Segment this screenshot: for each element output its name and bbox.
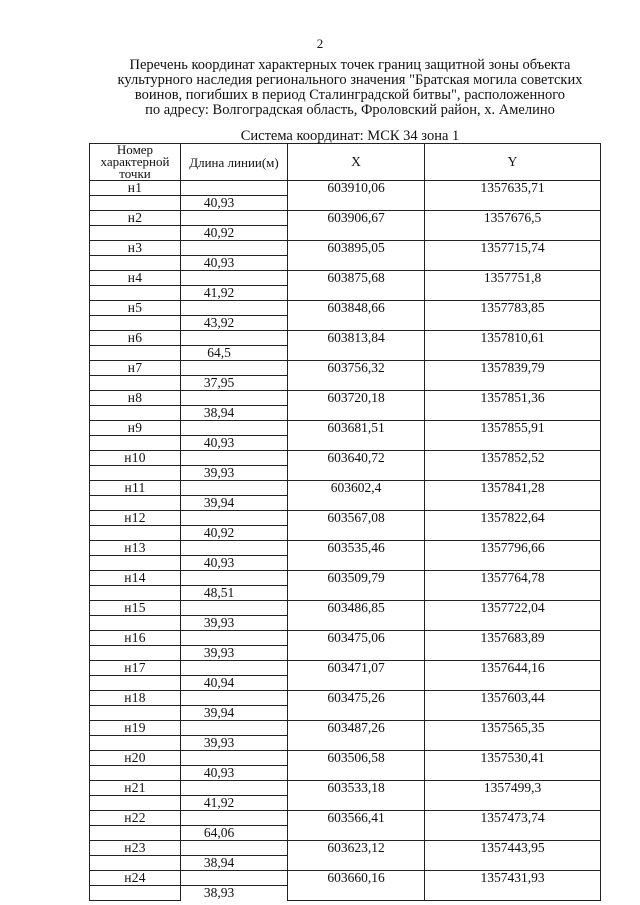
page-number: 2 <box>316 36 324 51</box>
line-length-cell: 39,93 <box>181 616 288 631</box>
y-coordinate-cell: 1357443,95 <box>425 841 601 871</box>
point-spacer-cell <box>90 796 181 811</box>
y-coordinate-cell: 1357683,89 <box>425 631 601 661</box>
line-length-cell: 40,92 <box>181 226 288 241</box>
y-coordinate-cell: 1357473,74 <box>425 811 601 841</box>
point-number-cell: н3 <box>90 241 181 256</box>
x-coordinate-cell: 603640,72 <box>288 451 425 481</box>
x-coordinate-cell: 603895,05 <box>288 241 425 271</box>
length-spacer-cell <box>181 631 288 646</box>
point-number-cell: н1 <box>90 181 181 196</box>
point-number-cell: н21 <box>90 781 181 796</box>
y-coordinate-cell: 1357855,91 <box>425 421 601 451</box>
x-coordinate-cell: 603906,67 <box>288 211 425 241</box>
table-row-point <box>90 601 601 616</box>
y-coordinate-cell: 1357810,61 <box>425 331 601 361</box>
title-line: воинов, погибших в период Сталинградской битвы", расположенного <box>134 87 566 103</box>
line-length-cell: 38,94 <box>181 406 288 421</box>
point-spacer-cell <box>90 376 181 391</box>
y-coordinate-cell: 1357783,85 <box>425 301 601 331</box>
y-coordinate-cell: 1357499,3 <box>425 781 601 811</box>
length-spacer-cell <box>181 781 288 796</box>
x-coordinate-cell: 603848,66 <box>288 301 425 331</box>
line-length-cell: 39,93 <box>181 736 288 751</box>
point-number-cell: н11 <box>90 481 181 496</box>
table-header-row <box>90 144 601 181</box>
point-number-cell: н19 <box>90 721 181 736</box>
table-row-point <box>90 781 601 796</box>
x-coordinate-cell: 603487,26 <box>288 721 425 751</box>
header-line-length: Длина линии(м) <box>181 144 288 181</box>
y-coordinate-cell: 1357676,5 <box>425 211 601 241</box>
line-length-cell: 39,93 <box>181 646 288 661</box>
line-length-cell: 48,51 <box>181 586 288 601</box>
point-number-cell: н5 <box>90 301 181 316</box>
point-number-cell: н10 <box>90 451 181 466</box>
y-coordinate-cell: 1357565,35 <box>425 721 601 751</box>
line-length-cell: 38,94 <box>181 856 288 871</box>
coordinates-table <box>89 143 601 901</box>
point-spacer-cell <box>90 496 181 511</box>
point-number-cell: н7 <box>90 361 181 376</box>
x-coordinate-cell: 603681,51 <box>288 421 425 451</box>
point-number-cell: н8 <box>90 391 181 406</box>
x-coordinate-cell: 603720,18 <box>288 391 425 421</box>
line-length-cell: 40,93 <box>181 196 288 211</box>
point-number-cell: н18 <box>90 691 181 706</box>
point-number-cell: н17 <box>90 661 181 676</box>
length-spacer-cell <box>181 841 288 856</box>
title-line: Перечень координат характерных точек границ защитной зоны объекта <box>129 57 571 73</box>
table-row-point <box>90 661 601 676</box>
length-spacer-cell <box>181 181 288 196</box>
point-spacer-cell <box>90 346 181 361</box>
point-number-cell: н4 <box>90 271 181 286</box>
point-spacer-cell <box>90 856 181 871</box>
table-row-point <box>90 871 601 886</box>
length-spacer-cell <box>181 811 288 826</box>
length-spacer-cell <box>181 511 288 526</box>
line-length-cell: 40,92 <box>181 526 288 541</box>
point-spacer-cell <box>90 406 181 421</box>
y-coordinate-cell: 1357530,41 <box>425 751 601 781</box>
y-coordinate-cell: 1357751,8 <box>425 271 601 301</box>
y-coordinate-cell: 1357796,66 <box>425 541 601 571</box>
table-row-point <box>90 301 601 316</box>
point-spacer-cell <box>90 676 181 691</box>
point-number-cell: н23 <box>90 841 181 856</box>
point-number-cell: н6 <box>90 331 181 346</box>
table-row-point <box>90 841 601 856</box>
point-spacer-cell <box>90 226 181 241</box>
length-spacer-cell <box>181 661 288 676</box>
table-row-point <box>90 361 601 376</box>
point-spacer-cell <box>90 286 181 301</box>
table-row-point <box>90 331 601 346</box>
point-spacer-cell <box>90 886 181 901</box>
point-spacer-cell <box>90 646 181 661</box>
x-coordinate-cell: 603602,4 <box>288 481 425 511</box>
table-body <box>90 181 601 901</box>
x-coordinate-cell: 603910,06 <box>288 181 425 211</box>
length-spacer-cell <box>181 241 288 256</box>
length-spacer-cell <box>181 361 288 376</box>
point-number-cell: н14 <box>90 571 181 586</box>
point-spacer-cell <box>90 826 181 841</box>
line-length-cell: 40,93 <box>181 256 288 271</box>
x-coordinate-cell: 603506,58 <box>288 751 425 781</box>
line-length-cell: 38,93 <box>181 886 288 901</box>
line-length-cell: 40,93 <box>181 556 288 571</box>
length-spacer-cell <box>181 691 288 706</box>
point-spacer-cell <box>90 196 181 211</box>
table-row-point <box>90 391 601 406</box>
line-length-cell: 40,93 <box>181 436 288 451</box>
length-spacer-cell <box>181 541 288 556</box>
length-spacer-cell <box>181 721 288 736</box>
x-coordinate-cell: 603567,08 <box>288 511 425 541</box>
length-spacer-cell <box>181 421 288 436</box>
line-length-cell: 41,92 <box>181 796 288 811</box>
point-spacer-cell <box>90 736 181 751</box>
point-number-cell: н13 <box>90 541 181 556</box>
length-spacer-cell <box>181 331 288 346</box>
length-spacer-cell <box>181 301 288 316</box>
point-number-cell: н20 <box>90 751 181 766</box>
y-coordinate-cell: 1357635,71 <box>425 181 601 211</box>
x-coordinate-cell: 603471,07 <box>288 661 425 691</box>
line-length-cell: 40,93 <box>181 766 288 781</box>
x-coordinate-cell: 603475,26 <box>288 691 425 721</box>
length-spacer-cell <box>181 571 288 586</box>
header-point-number: Номер характерной точки <box>90 144 181 181</box>
x-coordinate-cell: 603756,32 <box>288 361 425 391</box>
title-line: культурного наследия регионального значения "Братская могила советских <box>117 72 583 88</box>
length-spacer-cell <box>181 211 288 226</box>
y-coordinate-cell: 1357852,52 <box>425 451 601 481</box>
y-coordinate-cell: 1357841,28 <box>425 481 601 511</box>
point-number-cell: н16 <box>90 631 181 646</box>
table-row-point <box>90 631 601 646</box>
length-spacer-cell <box>181 751 288 766</box>
table-row-point <box>90 181 601 196</box>
length-spacer-cell <box>181 451 288 466</box>
point-spacer-cell <box>90 436 181 451</box>
y-coordinate-cell: 1357431,93 <box>425 871 601 901</box>
x-coordinate-cell: 603660,16 <box>288 871 425 901</box>
line-length-cell: 43,92 <box>181 316 288 331</box>
point-number-cell: н9 <box>90 421 181 436</box>
x-coordinate-cell: 603875,68 <box>288 271 425 301</box>
table-row-point <box>90 481 601 496</box>
header-x: X <box>288 144 425 181</box>
y-coordinate-cell: 1357839,79 <box>425 361 601 391</box>
y-coordinate-cell: 1357603,44 <box>425 691 601 721</box>
table-row-point <box>90 241 601 256</box>
y-coordinate-cell: 1357722,04 <box>425 601 601 631</box>
point-number-cell: н24 <box>90 871 181 886</box>
x-coordinate-cell: 603566,41 <box>288 811 425 841</box>
table-row-point <box>90 211 601 226</box>
table-row-point <box>90 451 601 466</box>
y-coordinate-cell: 1357644,16 <box>425 661 601 691</box>
table-row-point <box>90 511 601 526</box>
line-length-cell: 41,92 <box>181 286 288 301</box>
line-length-cell: 64,5 <box>181 346 288 361</box>
x-coordinate-cell: 603509,79 <box>288 571 425 601</box>
line-length-cell: 64,06 <box>181 826 288 841</box>
x-coordinate-cell: 603623,12 <box>288 841 425 871</box>
y-coordinate-cell: 1357764,78 <box>425 571 601 601</box>
table-row-point <box>90 751 601 766</box>
point-number-cell: н22 <box>90 811 181 826</box>
length-spacer-cell <box>181 871 288 886</box>
header-y: Y <box>425 144 601 181</box>
point-number-cell: н15 <box>90 601 181 616</box>
line-length-cell: 39,93 <box>181 466 288 481</box>
table-row-point <box>90 541 601 556</box>
point-spacer-cell <box>90 616 181 631</box>
point-spacer-cell <box>90 466 181 481</box>
line-length-cell: 39,94 <box>181 706 288 721</box>
x-coordinate-cell: 603813,84 <box>288 331 425 361</box>
point-spacer-cell <box>90 706 181 721</box>
table-row-point <box>90 691 601 706</box>
x-coordinate-cell: 603533,18 <box>288 781 425 811</box>
point-spacer-cell <box>90 556 181 571</box>
document-title <box>0 58 640 118</box>
line-length-cell: 39,94 <box>181 496 288 511</box>
length-spacer-cell <box>181 601 288 616</box>
x-coordinate-cell: 603486,85 <box>288 601 425 631</box>
table-row-point <box>90 271 601 286</box>
length-spacer-cell <box>181 271 288 286</box>
line-length-cell: 40,94 <box>181 676 288 691</box>
point-number-cell: н2 <box>90 211 181 226</box>
point-spacer-cell <box>90 586 181 601</box>
table-row-point <box>90 811 601 826</box>
x-coordinate-cell: 603535,46 <box>288 541 425 571</box>
table-row-point <box>90 721 601 736</box>
line-length-cell: 37,95 <box>181 376 288 391</box>
point-spacer-cell <box>90 256 181 271</box>
length-spacer-cell <box>181 481 288 496</box>
point-number-cell: н12 <box>90 511 181 526</box>
point-spacer-cell <box>90 526 181 541</box>
coordinate-system-caption: Система координат: МСК 34 зона 1 <box>240 128 460 144</box>
table-row-point <box>90 571 601 586</box>
y-coordinate-cell: 1357822,64 <box>425 511 601 541</box>
y-coordinate-cell: 1357715,74 <box>425 241 601 271</box>
y-coordinate-cell: 1357851,36 <box>425 391 601 421</box>
point-spacer-cell <box>90 766 181 781</box>
x-coordinate-cell: 603475,06 <box>288 631 425 661</box>
title-line: по адресу: Волгоградская область, Фроловский район, х. Амелино <box>145 102 555 118</box>
point-spacer-cell <box>90 316 181 331</box>
table-row-point <box>90 421 601 436</box>
length-spacer-cell <box>181 391 288 406</box>
